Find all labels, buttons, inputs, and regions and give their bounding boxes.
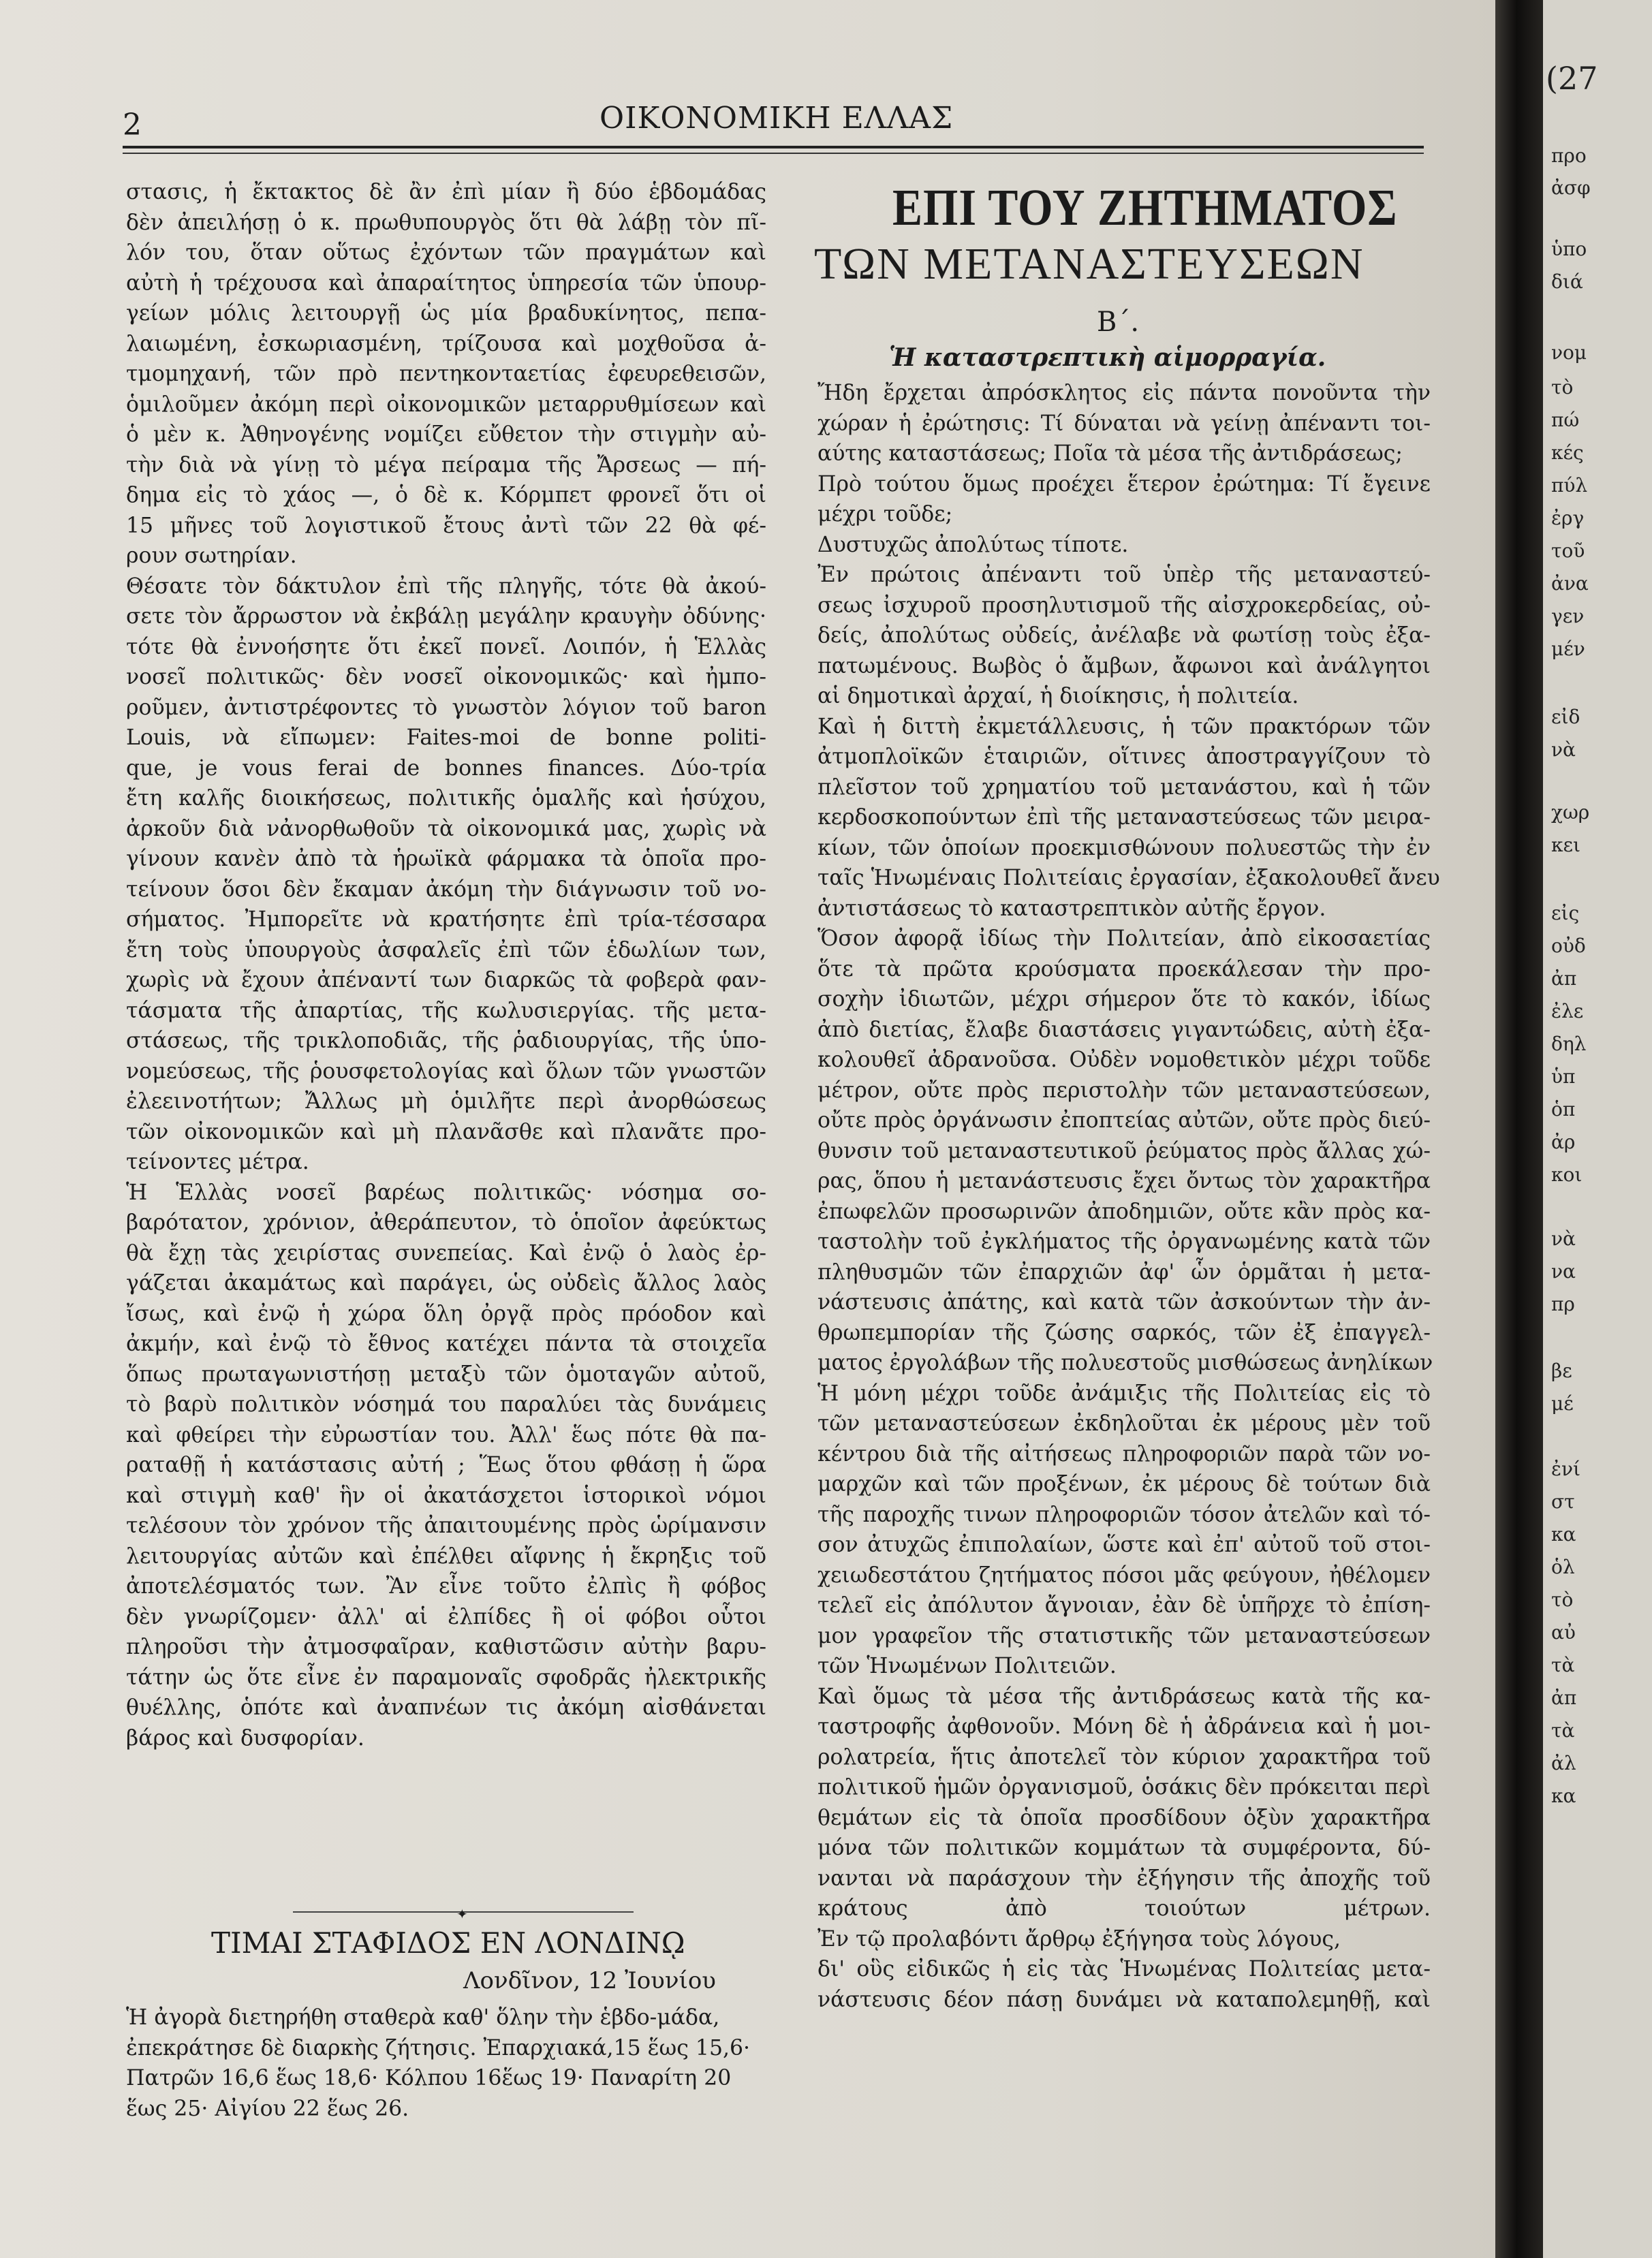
text-line: ὅτε τὰ πρῶτα κρούσματα προεκάλεσαν τὴν προ-: [817, 956, 1431, 982]
facing-page-fragment: κές: [1551, 441, 1584, 464]
facing-page-fragment: προ: [1551, 144, 1587, 167]
facing-page-fragment: να: [1551, 1260, 1576, 1283]
facing-page-fragment: ἐργ: [1551, 507, 1585, 529]
facing-page-fragment: ὁπ: [1551, 1098, 1576, 1120]
left-column-text: [126, 177, 766, 1753]
text-line: πληροῦσι τὴν ἀτμοσφαῖραν, καθιστῶσιν αὐτὴν βαρυ-: [126, 1635, 766, 1659]
text-line: πλεῖστον τοῦ χρηματίου τοῦ μετανάστου, καὶ ἡ τῶν: [817, 774, 1431, 800]
text-line: αὐτὴ ἡ τρέχουσα καὶ ἀπαραίτητος ὑπηρεσία τῶν ὑπουρ-: [126, 270, 766, 296]
text-line: ρας, ὅπου ἡ μετανάστευσις ἔχει ὄντως τὸν χαρακτῆρα: [817, 1169, 1431, 1193]
text-line: ἔτη καλῆς διοικήσεως, πολιτικῆς ὁμαλῆς καὶ ἡσύχου,: [126, 786, 766, 811]
facing-page-fragment: εἰς: [1551, 902, 1580, 924]
text-line: βαρότατον, χρόνιον, ἀθεράπευτον, τὸ ὁποῖον ἀφεύκτως: [126, 1210, 766, 1235]
text-line: Louis, νὰ εἴπωμεν: Faites-moi de bonne politi-: [126, 725, 766, 750]
article-part: Β΄.: [1097, 307, 1140, 338]
text-line: τείνουν ὅσοι δὲν ἔκαμαν ἀκόμη τὴν διάγνωσιν τοῦ νο-: [126, 877, 766, 902]
text-line: ἀτμοπλοϊκῶν ἑταιριῶν, οἵτινες ἀποστραγγίζουν τὸ: [817, 744, 1431, 769]
text-line: μαρχῶν καὶ τῶν προξένων, ἐκ μέρους δὲ τούτων διὰ: [817, 1472, 1431, 1496]
text-line: λαιωμένη, ἐσκωριασμένη, τρίζουσα καὶ μοχθοῦσα ἀ-: [126, 331, 766, 356]
text-line: σετε τὸν ἄρρωστον νὰ ἐκβάλῃ μεγάλην κραυγὴν ὀδύνης·: [126, 604, 766, 629]
text-line: σήματος. Ἠμπορεῖτε νὰ κρατήσητε ἐπὶ τρία-τέσσαρα: [126, 907, 766, 932]
text-line: δὲν γνωρίζομεν· ἀλλ' αἱ ἐλπίδες ἢ οἱ φόβοι οὗτοι: [126, 1604, 766, 1629]
text-line: γίνουν κανὲν ἀπὸ τὰ ἡρωϊκὰ φάρμακα τὰ ὁποῖα προ-: [126, 847, 766, 871]
header-rule: [123, 146, 1424, 148]
text-line: ἀντιστάσεως τὸ καταστρεπτικὸν αὐτῆς ἔργον.: [817, 896, 1326, 921]
facing-page-fragment: αὐ: [1551, 1621, 1576, 1644]
text-line: τῶν οἰκονομικῶν καὶ μὴ πλανᾶσθε καὶ πλανᾶτε προ-: [126, 1119, 766, 1144]
text-line: κολουθεῖ ἀδρανοῦσα. Οὐδὲν νομοθετικὸν μέχρι τοῦδε: [817, 1048, 1431, 1072]
facing-page-fragment: ὑπ: [1551, 1065, 1576, 1088]
facing-page-number: (27: [1546, 60, 1598, 97]
text-line: μον γραφεῖον τῆς στατιστικῆς τῶν μεταναστεύσεων: [817, 1623, 1431, 1648]
text-line: καὶ φθείρει τὴν εὐρωστίαν του. Ἀλλ' ἕως πότε θὰ πα-: [126, 1422, 766, 1447]
facing-page-fragment: μέν: [1551, 638, 1585, 660]
text-line: σον ἀτυχῶς ἐπιπολαίων, ὥστε καὶ ἐπ' αὐτοῦ τοῦ στοι-: [817, 1533, 1431, 1557]
text-line: ματος ἐργολάβων τῆς πολυεστοῦς μισθώσεως ἀνηλίκων: [817, 1351, 1433, 1375]
text-line: αἱ δημοτικαὶ ἀρχαί, ἡ διοίκησις, ἡ πολιτεία.: [817, 684, 1299, 708]
text-line: νάστευσις δέον πάσῃ δυνάμει νὰ καταπολεμηθῇ, καὶ: [817, 1987, 1431, 2012]
text-line: λειτουργίας αὐτῶν καὶ ἐπέλθει αἴφνης ἡ ἔκρηξις τοῦ: [126, 1543, 766, 1569]
text-line: θυέλλης, ὁπότε καὶ ἀναπνέων τις ἀκόμη αἰσθάνεται: [126, 1695, 766, 1720]
text-line: μέτρον, οὔτε πρὸς περιστολὴν τῶν μεταναστεύσεων,: [817, 1078, 1431, 1103]
text-line: τελέσουν τὸν χρόνον τῆς ἀπαιτουμένης πρὸς ὡρίμανσιν: [126, 1514, 766, 1538]
facing-page-fragment: οὐδ: [1551, 935, 1586, 957]
text-line: δὲν ἀπειλήσῃ ὁ κ. πρωθυπουργὸς ὅτι θὰ λάβῃ τὸν πῖ-: [126, 210, 766, 235]
text-line: χειωδεστάτου ζητήματος πόσοι μᾶς φεύγουν, ἠθέλομεν: [817, 1563, 1431, 1588]
text-line: τάτην ὡς ὅτε εἶνε ἐν παραμοναῖς σφοδρᾶς ἠλεκτρικῆς: [126, 1665, 766, 1690]
text-line: κίων, τῶν ὁποίων προεκμισθώνουν πολυεστῶς τὴν ἐν: [817, 835, 1431, 860]
facing-page-fragment: πρ: [1551, 1293, 1575, 1315]
text-line: τῶν μεταναστεύσεων ἐκδηλοῦται ἐκ μέρους μὲν τοῦ: [817, 1411, 1431, 1436]
text-line: Δυστυχῶς ἀπολύτως τίποτε.: [817, 532, 1129, 557]
facing-page-fragment: ἀρ: [1551, 1131, 1576, 1153]
text-line: νάστευσις ἀπάτης, καὶ κατὰ τῶν ἀσκούντων τὴν ἀν-: [817, 1290, 1431, 1315]
text-line: Ἐν τῷ προλαβόντι ἄρθρῳ ἐξήγησα τοὺς λόγους,: [817, 1926, 1341, 1951]
text-line: γάζεται ἀκαμάτως καὶ παράγει, ὡς οὐδεὶς ἄλλος λαὸς: [126, 1271, 766, 1296]
facing-page-fragment: ἀσφ: [1551, 176, 1591, 199]
facing-page-fragment: κα: [1551, 1523, 1576, 1546]
header-rule-thin: [123, 153, 1424, 154]
text-line: ἀποτελέσματός των. Ἂν εἶνε τοῦτο ἐλπὶς ἢ φόβος: [126, 1574, 766, 1599]
text-line: θὰ ἔχῃ τὰς χειρίστας συνεπείας. Καὶ ἐνῷ ὁ λαὸς ἐρ-: [126, 1240, 766, 1266]
facing-page-fragment: διά: [1551, 270, 1583, 293]
text-line: θυνσιν τοῦ μεταναστευτικοῦ ῥεύματος πρὸς ἄλλας χώ-: [817, 1138, 1431, 1163]
facing-page-fragment: ἐλε: [1551, 1000, 1584, 1022]
facing-page-fragment: κα: [1551, 1785, 1576, 1807]
text-line: Ἡ ἀγορὰ διετηρήθη σταθερὰ καθ' ὅλην τὴν ἑβδο-: [126, 2005, 657, 2030]
text-line: Θέσατε τὸν δάκτυλον ἐπὶ τῆς πληγῆς, τότε θὰ ἀκού-: [126, 574, 766, 599]
text-line: νομεύσεως, τῆς ῥουσφετολογίας καὶ ὅλων τῶν γνωστῶν: [126, 1059, 766, 1084]
text-line: δείς, ἀπολύτως οὐδείς, ἀνέλαβε νὰ φωτίσῃ τοὺς ἐξα-: [817, 623, 1431, 648]
text-line: χώραν ἡ ἐρώτησις: Τί δύναται νὰ γείνῃ ἀπέναντι τοι-: [817, 411, 1431, 436]
facing-page-fragment: νομ: [1551, 341, 1587, 364]
article-headline-2: ΤΩΝ ΜΕΤΑΝΑΣΤΕΥΣΕΩΝ: [814, 239, 1365, 289]
facing-page-fragment: ὁλ: [1551, 1556, 1575, 1578]
article-subheading: Ἡ καταστρεπτικὴ αἱμορραγία.: [889, 343, 1326, 372]
text-line: ἴσως, καὶ ἐνῷ ἡ χώρα ὅλη ὀργᾷ πρὸς πρόοδον καὶ: [126, 1301, 766, 1326]
text-line: πατωμένους. Βωβὸς ὁ ἄμβων, ἄφωνοι καὶ ἀνάλγητοι: [817, 653, 1431, 678]
text-line: τότε θὰ ἐννοήσητε ὅτι ἐκεῖ πονεῖ. Λοιπόν, ἡ Ἑλλὰς: [126, 634, 766, 659]
text-line: μόνα τῶν πολιτικῶν κομμάτων τὰ συμφέροντα, δύ-: [817, 1836, 1431, 1860]
text-line: 15 μῆνες τοῦ λογιστικοῦ ἔτους ἀντὶ τῶν 22 θὰ φέ-: [126, 513, 766, 538]
facing-page-fragment: εἰδ: [1551, 706, 1580, 728]
text-line: τάσματα τῆς ἀπαρτίας, τῆς κωλυσιεργίας. τῆς μετα-: [126, 998, 766, 1023]
raisin-prices-title: ΤΙΜΑΙ ΣΤΑΦΙΔΟΣ ΕΝ ΛΟΝΔΙΝῼ: [211, 1926, 685, 1960]
text-line: τελεῖ εἰς ἀπόλυτον ἄγνοιαν, ἐὰν δὲ ὑπῆρχε τὸ ἐπίση-: [817, 1593, 1431, 1618]
facing-page-fragment: τὸ: [1551, 1588, 1574, 1611]
facing-page-fragment: βε: [1551, 1360, 1572, 1382]
text-line: Πρὸ τούτου ὅμως προέχει ἕτερον ἐρώτημα: Τί ἔγεινε: [817, 471, 1431, 497]
text-line: ταστροφῆς ἀφθονοῦν. Μόνη δὲ ἡ ἀδράνεια καὶ ἡ μοι-: [817, 1714, 1431, 1739]
facing-page-fragment: κει: [1551, 834, 1580, 856]
facing-page-fragment: ἀλ: [1551, 1752, 1576, 1774]
text-line: χωρὶς νὰ ἔχουν ἀπέναντί των διαρκῶς τὰ φοβερὰ φαν-: [126, 968, 766, 992]
facing-page-fragment: ἀνα: [1551, 572, 1589, 595]
text-line: βάρος καὶ δυσφορίαν.: [126, 1725, 364, 1751]
raisin-prices-dateline: Λονδῖνον, 12 Ἰουνίου: [463, 1967, 716, 1994]
text-line: δι' οὓς εἰδικῶς ἡ εἰς τὰς Ἡνωμένας Πολιτείας μετα-: [817, 1957, 1431, 1981]
text-line: στασις, ἡ ἔκτακτος δὲ ἂν ἐπὶ μίαν ἢ δύο ἑβδομάδας: [126, 180, 766, 204]
text-line: Ἡ Ἑλλὰς νοσεῖ βαρέως πολιτικῶς· νόσημα σο-: [126, 1180, 766, 1205]
text-line: que, je vous ferai de bonnes finances. Δύο-τρία: [126, 755, 766, 781]
text-line: ταστολὴν τοῦ ἐγκλήματος τῆς ὀργανωμένης κατὰ τῶν: [817, 1229, 1431, 1254]
text-line: τὴν διὰ νὰ γίνῃ τὸ μέγα πείραμα τῆς Ἄρσεως — πή-: [126, 452, 766, 477]
page-number: 2: [123, 108, 142, 142]
facing-page-fragment: πύλ: [1551, 474, 1588, 497]
facing-page-fragment: τοῦ: [1551, 539, 1585, 562]
text-line: γείων μόλις λειτουργῇ ὡς μία βραδυκίνητος, πεπα-: [126, 301, 766, 326]
facing-page-edge: [1543, 0, 1652, 2258]
facing-page-fragment: τὰ: [1551, 1654, 1575, 1676]
text-line: κερδοσκοπούντων ἐπὶ τῆς μεταναστεύσεως τῶν μειρα-: [817, 805, 1431, 830]
facing-page-fragment: νὰ: [1551, 738, 1576, 761]
section-separator: ✦: [293, 1911, 634, 1913]
text-line: τείνοντες μέτρα.: [126, 1150, 309, 1174]
text-line: σοχὴν ἰδιωτῶν, μέχρι σήμερον ὅτε τὸ κακόν, ἰδίως: [817, 987, 1431, 1012]
text-line: μάδα, ἐπεκράτησε δὲ διαρκὴς ζήτησις. Ἐπαρχιακά,: [126, 2005, 720, 2060]
text-line: κράτους ἀπὸ τοιούτων μέτρων.: [817, 1896, 1431, 1921]
facing-page-fragment: ἀπ: [1551, 1687, 1577, 1709]
article-headline: ΕΠΙ ΤΟΥ ΖΗΤΗΜΑΤΟΣ: [892, 179, 1398, 237]
text-line: μέχρι τοῦδε;: [817, 502, 953, 527]
text-line: ροῦμεν, ἀντιστρέφοντες τὸ γνωστὸν λόγιον τοῦ baron: [126, 695, 766, 720]
facing-page-fragment: κοι: [1551, 1163, 1583, 1186]
facing-page-fragment: στ: [1551, 1490, 1575, 1513]
facing-page-fragment: μέ: [1551, 1392, 1574, 1415]
facing-page-fragment: ὑπο: [1551, 238, 1587, 260]
text-line: τῶν Ἡνωμένων Πολιτειῶν.: [817, 1654, 1117, 1678]
text-line: ἀπὸ διετίας, ἔλαβε διαστάσεις γιγαντώδεις, αὐτὴ ἐξα-: [817, 1017, 1431, 1042]
facing-page-fragment: γεν: [1551, 605, 1585, 627]
text-line: δημα εἰς τὸ χάος —, ὁ δὲ κ. Κόρμπετ φρονεῖ ὅτι οἱ: [126, 483, 766, 507]
text-line: ρολατρεία, ἥτις ἀποτελεῖ τὸν κύριον χαρακτῆρα τοῦ: [817, 1744, 1431, 1770]
publication-masthead: ΟΙΚΟΝΟΜΙΚΗ ΕΛΛΑΣ: [599, 101, 954, 136]
facing-page-fragment: ἐνί: [1551, 1458, 1581, 1480]
text-line: καὶ στιγμὴ καθ' ἣν οἱ ἀκατάσχετοι ἱστορικοὶ νόμοι: [126, 1483, 766, 1508]
text-line: τμομηχανή, τῶν πρὸ πεντηκονταετίας ἐφευρεθεισῶν,: [126, 362, 766, 386]
text-line: ρουν σωτηρίαν.: [126, 544, 297, 568]
text-line: στάσεως, τῆς τρικλοποδιᾶς, τῆς ῥαδιουργίας, τῆς ὑπο-: [126, 1029, 766, 1053]
text-line: οὔτε πρὸς ὀργάνωσιν ἐποπτείας αὐτῶν, οὔτε πρὸς διεύ-: [817, 1108, 1431, 1133]
text-line: νανται νὰ παράσχουν τὴν ἐξήγησιν τῆς ἀποχῆς τοῦ: [817, 1866, 1431, 1891]
facing-page-fragment: νὰ: [1551, 1227, 1576, 1250]
text-line: ἔτη τοὺς ὑπουργοὺς ἀσφαλεῖς ἐπὶ τῶν ἑδωλίων των,: [126, 937, 766, 962]
text-line: Ἐν πρώτοις ἀπέναντι τοῦ ὑπὲρ τῆς μεταναστεύ-: [817, 563, 1431, 587]
article-body-text: [817, 378, 1440, 2015]
book-gutter: [1495, 0, 1543, 2258]
text-line: κέντρου διὰ τῆς αἰτήσεως πληροφοριῶν παρὰ τῶν νο-: [817, 1441, 1431, 1467]
text-line: Ἤδη ἔρχεται ἀπρόσκλητος εἰς πάντα πονοῦντα τὴν: [817, 381, 1431, 405]
text-line: πληθυσμῶν τῶν ἐπαρχιῶν ἀφ' ὧν ὁρμᾶται ἡ μετα-: [817, 1259, 1431, 1285]
text-line: 15 ἕως 15,6· Πατρῶν 16,6 ἕως 18,6· Κόλπου 16: [126, 2035, 751, 2090]
raisin-prices-text: [126, 2003, 766, 2124]
text-line: λόν του, ὅταν οὕτως ἐχόντων τῶν πραγμάτων καὶ: [126, 240, 766, 265]
text-line: θρωπεμπορίαν τῆς ζώσης σαρκός, τῶν ἐξ ἐπαγγελ-: [817, 1320, 1431, 1345]
text-line: νοσεῖ πολιτικῶς· δὲν νοσεῖ οἰκονομικῶς· καὶ ἠμπο-: [126, 665, 766, 689]
text-line: ραταθῇ ἡ κατάστασις αὐτή ; Ἕως ὅτου φθάσῃ ἡ ὥρα: [126, 1453, 766, 1477]
text-line: θεμάτων εἰς τὰ ὁποῖα προσδίδουν ὀξὺν χαρακτῆρα: [817, 1805, 1431, 1830]
facing-page-fragment: τὰ: [1551, 1719, 1575, 1742]
text-line: ἕως 19· Παναρίτη 20 ἕως 25· Αἰγίου 22 ἕως 26.: [126, 2066, 732, 2121]
text-line: ὁμιλοῦμεν ἀκόμη περὶ οἰκονομικῶν μεταρρυθμίσεων καὶ: [126, 392, 766, 417]
text-line: Καὶ ὅμως τὰ μέσα τῆς ἀντιδράσεως κατὰ τῆς κα-: [817, 1684, 1431, 1709]
text-line: τῆς παροχῆς τινων πληροφοριῶν τόσον ἀτελῶν καὶ τό-: [817, 1502, 1431, 1527]
text-line: Ὅσον ἀφορᾷ ἰδίως τὴν Πολιτείαν, ἀπὸ εἰκοσαετίας: [817, 926, 1431, 951]
text-line: ἐλεεινοτήτων; Ἄλλως μὴ ὁμιλῆτε περὶ ἀνορθώσεως: [126, 1089, 766, 1114]
text-line: σεως ἰσχυροῦ προσηλυτισμοῦ τῆς αἰσχροκερδείας, οὐ-: [817, 593, 1431, 618]
text-line: Ἡ μόνη μέχρι τοῦδε ἀνάμιξις τῆς Πολιτείας εἰς τὸ: [817, 1381, 1431, 1406]
text-line: ἀρκοῦν διὰ νἀνορθωθοῦν τὰ οἰκονομικά μας, χωρὶς νὰ: [126, 816, 766, 841]
text-line: ταῖς Ἡνωμέναις Πολιτείαις ἐργασίαν, ἐξακολουθεῖ ἄνευ: [817, 866, 1440, 890]
text-line: Καὶ ἡ διττὴ ἐκμετάλλευσις, ἡ τῶν πρακτόρων τῶν: [817, 714, 1431, 739]
facing-page-fragment: δηλ: [1551, 1033, 1587, 1055]
text-line: τὸ βαρὺ πολιτικὸν νόσημά του παραλύει τὰς δυνάμεις: [126, 1392, 766, 1417]
text-line: ἐπωφελῶν προσωρινῶν ἀποδημιῶν, οὔτε κἂν πρὸς κα-: [817, 1199, 1431, 1224]
text-line: αύτης καταστάσεως; Ποῖα τὰ μέσα τῆς ἀντιδράσεως;: [817, 441, 1403, 466]
facing-page-fragment: ἀπ: [1551, 967, 1577, 990]
text-line: πολιτικοῦ ἡμῶν ὀργανισμοῦ, ὁσάκις δὲν πρόκειται περὶ: [817, 1775, 1431, 1800]
facing-page-fragment: χωρ: [1551, 801, 1590, 824]
text-line: ὅπως πρωταγωνιστήσῃ μεταξὺ τῶν ὁμοταγῶν αὐτοῦ,: [126, 1362, 766, 1387]
facing-page-fragment: πώ: [1551, 409, 1580, 431]
text-line: ἀκμήν, καὶ ἐνῷ τὸ ἔθνος κατέχει πάντα τὰ στοιχεῖα: [126, 1332, 766, 1356]
text-line: ὁ μὲν κ. Ἀθηνογένης νομίζει εὔθετον τὴν στιγμὴν αὐ-: [126, 422, 766, 447]
facing-page-fragment: τὸ: [1551, 376, 1574, 398]
